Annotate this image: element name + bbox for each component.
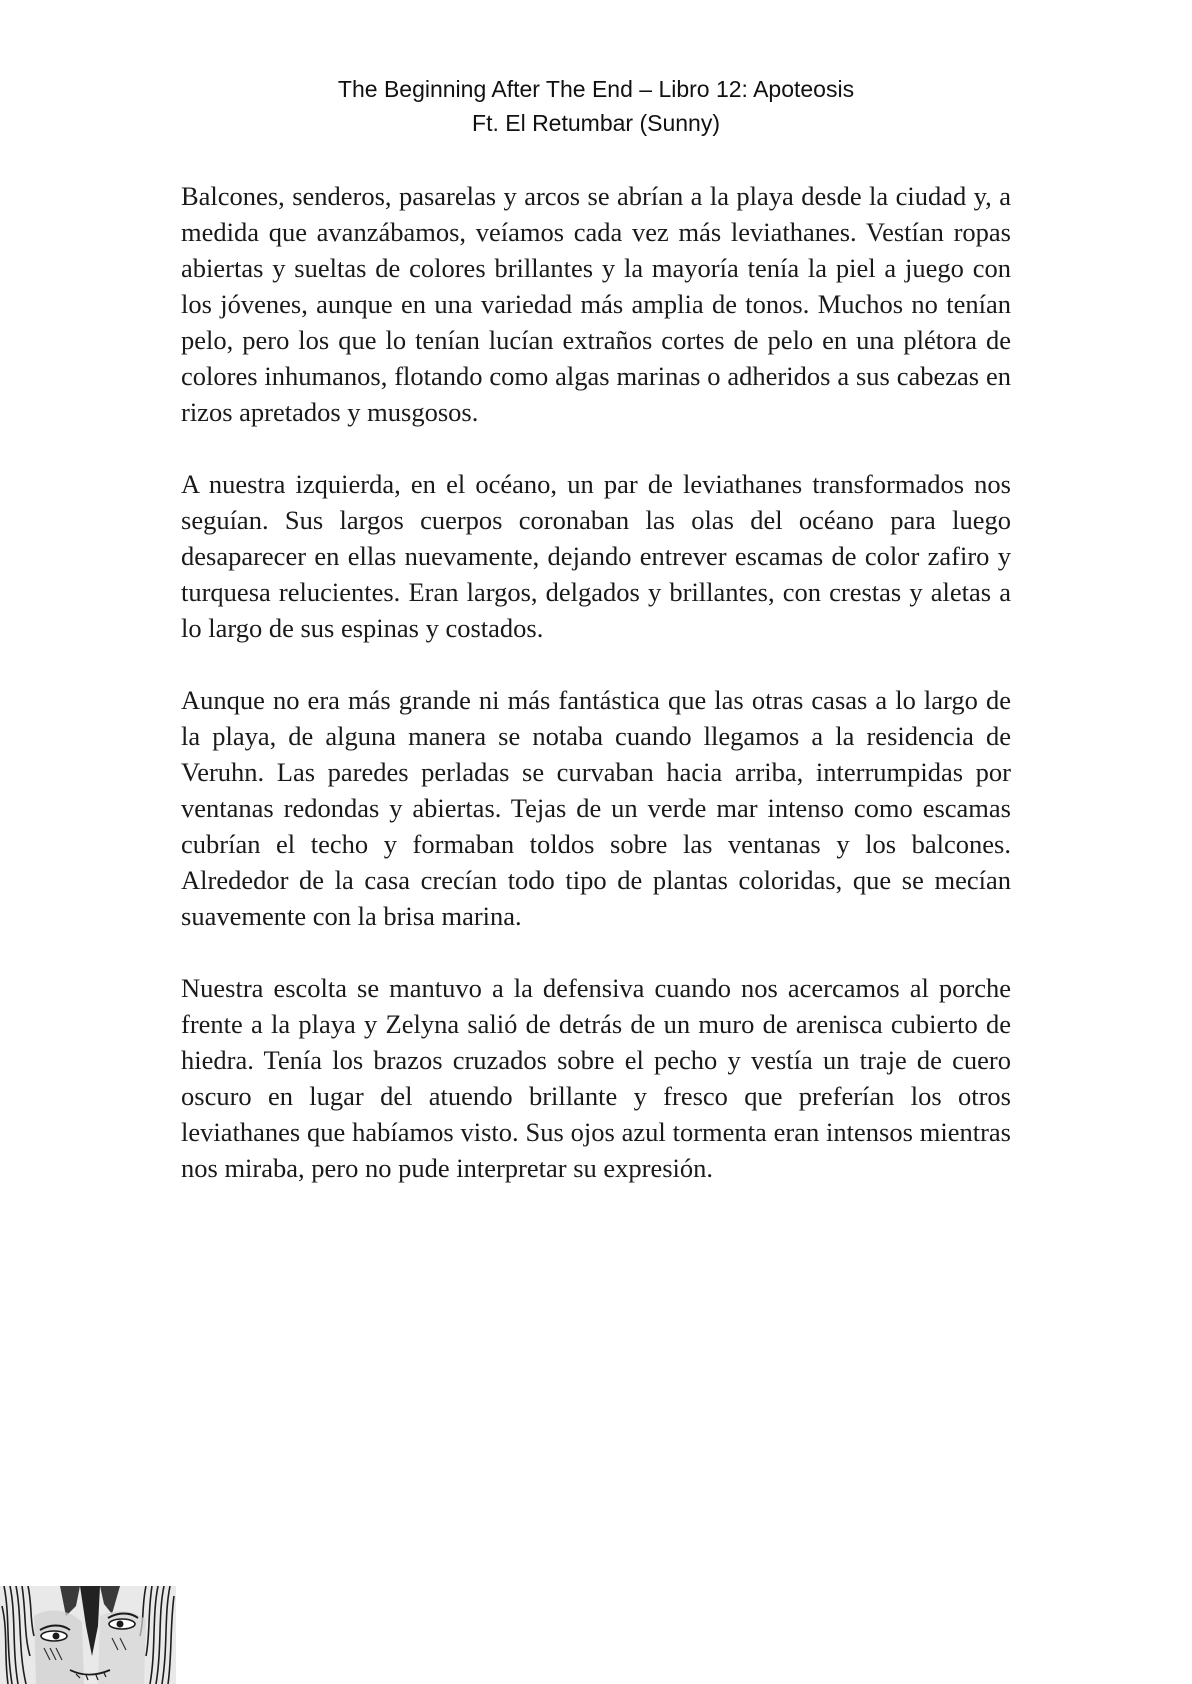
- header-subtitle: Ft. El Retumbar (Sunny): [472, 110, 720, 136]
- paragraph-4: Nuestra escolta se mantuvo a la defensiva cuando nos acercamos al porche frente a la playa y Zelyna salió de detrás de un muro de arenisca cubierto de hiedra. Tenía los brazos cruzados sobre el pecho y vestía un traje de cuero oscuro en lugar del atuendo brillante y fresco que preferían los otros leviathanes que habíamos visto. Sus ojos azul tormenta eran intensos mientras nos miraba, pero no pude interpretar su expresión.: [181, 973, 1011, 1183]
- header-title: The Beginning After The End – Libro 12: Apoteosis: [337, 76, 855, 102]
- paragraph-3: Aunque no era más grande ni más fantástica que las otras casas a lo largo de la playa, de alguna manera se notaba cuando llegamos a la residencia de Veruhn. Las paredes perladas se curvaban hacia arriba, interrumpidas por ventanas redondas y abiertas. Tejas de un verde mar intenso como escamas cubrían el techo y formaban toldos sobre las ventanas y los balcones. Alrededor de la casa crecían todo tipo de plantas coloridas, que se mecían suavemente con la brisa marina.: [181, 685, 1011, 931]
- manga-portrait-image: [0, 1586, 176, 1684]
- paragraph-2: A nuestra izquierda, en el océano, un par de leviathanes transformados nos seguían. Sus largos cuerpos coronaban las olas del océano para luego desaparecer en ellas nuevamente, dejando entrever escamas de color zafiro y turquesa relucientes. Eran largos, delgados y brillantes, con crestas y aletas a lo largo de sus espinas y costados.: [181, 469, 1011, 643]
- page-header: [0, 72, 1192, 140]
- manga-portrait-icon: [0, 1586, 176, 1684]
- chapter-body: [181, 178, 1011, 1222]
- paragraph-1: Balcones, senderos, pasarelas y arcos se abrían a la playa desde la ciudad y, a medida que avanzábamos, veíamos cada vez más leviathanes. Vestían ropas abiertas y sueltas de colores brillantes y la mayoría tenía la piel a juego con los jóvenes, aunque en una variedad más amplia de tonos. Muchos no tenían pelo, pero los que lo tenían lucían extraños cortes de pelo en una plétora de colores inhumanos, flotando como algas marinas o adheridos a sus cabezas en rizos apretados y musgosos.: [181, 181, 1011, 427]
